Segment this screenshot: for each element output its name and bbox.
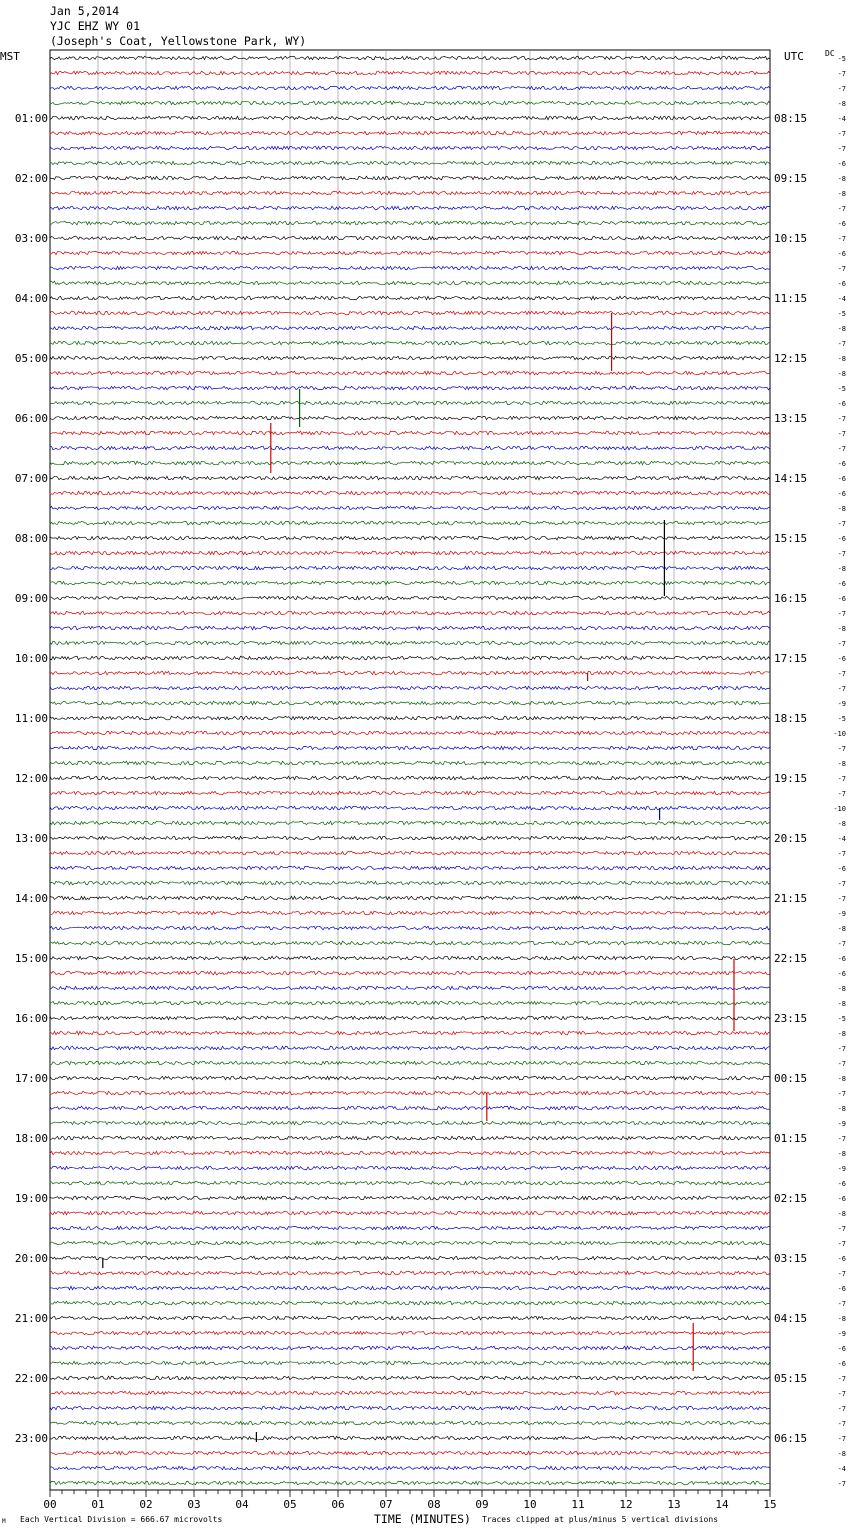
utc-hour-label: 11:15 xyxy=(774,292,808,305)
seismic-trace xyxy=(50,461,770,465)
seismic-trace xyxy=(50,701,770,705)
utc-hour-label: 08:15 xyxy=(774,112,808,125)
dc-offset-label: -6 xyxy=(837,280,846,288)
seismic-trace xyxy=(50,431,770,435)
dc-offset-label: -7 xyxy=(837,430,846,438)
seismic-trace xyxy=(50,1241,770,1245)
utc-hour-label: 02:15 xyxy=(774,1192,808,1205)
dc-offset-label: -6 xyxy=(837,655,846,663)
dc-offset-label: -6 xyxy=(837,865,846,873)
seismic-trace xyxy=(50,416,770,420)
x-tick-label: 13 xyxy=(667,1498,681,1511)
dc-offset-label: -8 xyxy=(837,820,846,828)
seismic-trace xyxy=(50,626,770,630)
dc-offset-label: -9 xyxy=(837,1120,846,1128)
seismic-trace xyxy=(50,101,770,105)
dc-offset-label: -8 xyxy=(837,625,846,633)
seismic-trace xyxy=(50,236,770,240)
x-axis-label: TIME (MINUTES) xyxy=(374,1512,471,1526)
dc-offset-label: -7 xyxy=(837,1420,846,1428)
seismic-trace xyxy=(50,536,770,540)
x-tick-label: 00 xyxy=(43,1498,57,1511)
mst-hour-label: 14:00 xyxy=(14,892,48,905)
dc-offset-label: -9 xyxy=(837,910,846,918)
dc-offset-label: -7 xyxy=(837,670,846,678)
seismic-trace xyxy=(50,176,770,180)
seismic-trace xyxy=(50,1391,770,1395)
seismic-trace xyxy=(50,941,770,945)
seismic-trace xyxy=(50,581,770,585)
x-tick-label: 06 xyxy=(331,1498,345,1511)
station-label: YJC EHZ WY 01 xyxy=(50,19,141,33)
seismic-trace xyxy=(50,1046,770,1050)
dc-offset-label: -8 xyxy=(837,985,846,993)
x-tick-label: 01 xyxy=(91,1498,105,1511)
dc-offset-label: -7 xyxy=(837,745,846,753)
dc-offset-label: -8 xyxy=(837,760,846,768)
utc-hour-label: 12:15 xyxy=(774,352,808,365)
dc-offset-label: -7 xyxy=(837,1090,846,1098)
seismic-trace xyxy=(50,86,770,90)
seismic-trace xyxy=(50,1466,770,1470)
mst-hour-label: 01:00 xyxy=(14,112,48,125)
seismic-trace xyxy=(50,1406,770,1410)
seismic-trace xyxy=(50,356,770,360)
seismic-trace xyxy=(50,191,770,195)
dc-offset-label: -8 xyxy=(837,190,846,198)
dc-offset-label: -4 xyxy=(837,1465,846,1473)
dc-offset-label: -8 xyxy=(837,1450,846,1458)
seismic-trace xyxy=(50,326,770,330)
dc-offset-label: -9 xyxy=(837,1330,846,1338)
seismic-trace xyxy=(50,56,770,60)
utc-hour-label: 05:15 xyxy=(774,1372,808,1385)
seismic-trace xyxy=(50,986,770,990)
seismic-trace xyxy=(50,851,770,855)
clip-note: Traces clipped at plus/minus 5 vertical divisions xyxy=(482,1515,719,1524)
seismic-trace xyxy=(50,731,770,735)
seismic-trace xyxy=(50,71,770,75)
dc-offset-label: -7 xyxy=(837,520,846,528)
dc-offset-label: -7 xyxy=(837,895,846,903)
utc-hour-label: 10:15 xyxy=(774,232,808,245)
dc-offset-label: -6 xyxy=(837,970,846,978)
dc-offset-label: -7 xyxy=(837,640,846,648)
dc-offset-label: -6 xyxy=(837,580,846,588)
dc-offset-label: -5 xyxy=(837,715,846,723)
utc-hour-label: 21:15 xyxy=(774,892,808,905)
dc-offset-label: -7 xyxy=(837,205,846,213)
seismic-trace xyxy=(50,611,770,615)
mst-hour-label: 20:00 xyxy=(14,1252,48,1265)
utc-hour-label: 14:15 xyxy=(774,472,808,485)
dc-offset-label: -7 xyxy=(837,790,846,798)
dc-offset-label: -8 xyxy=(837,355,846,363)
seismic-trace xyxy=(50,296,770,300)
seismic-trace xyxy=(50,1286,770,1290)
seismic-trace xyxy=(50,791,770,795)
seismic-trace xyxy=(50,896,770,900)
seismic-trace xyxy=(50,881,770,885)
x-tick-label: 15 xyxy=(763,1498,777,1511)
seismic-trace xyxy=(50,206,770,210)
mst-hour-label: 23:00 xyxy=(14,1432,48,1445)
seismic-trace xyxy=(50,386,770,390)
mst-hour-label: 12:00 xyxy=(14,772,48,785)
dc-offset-label: -7 xyxy=(837,1390,846,1398)
seismic-trace xyxy=(50,971,770,975)
seismic-trace xyxy=(50,1076,770,1080)
seismic-trace xyxy=(50,1151,770,1155)
dc-offset-label: -7 xyxy=(837,145,846,153)
mst-hour-label: 15:00 xyxy=(14,952,48,965)
dc-offset-label: -5 xyxy=(837,1015,846,1023)
seismic-trace xyxy=(50,1436,770,1440)
mst-hour-label: 10:00 xyxy=(14,652,48,665)
seismic-trace xyxy=(50,686,770,690)
utc-hour-label: 13:15 xyxy=(774,412,808,425)
dc-offset-label: -6 xyxy=(837,595,846,603)
mst-hour-label: 09:00 xyxy=(14,592,48,605)
seismic-trace xyxy=(50,671,770,675)
dc-offset-label: -5 xyxy=(837,310,846,318)
dc-offset-label: -6 xyxy=(837,1360,846,1368)
seismic-trace xyxy=(50,1226,770,1230)
seismic-trace xyxy=(50,521,770,525)
seismic-trace xyxy=(50,1136,770,1140)
mst-hour-label: 17:00 xyxy=(14,1072,48,1085)
mst-hour-label: 11:00 xyxy=(14,712,48,725)
dc-offset-label: -4 xyxy=(837,295,846,303)
seismic-trace xyxy=(50,1061,770,1065)
utc-hour-label: 15:15 xyxy=(774,532,808,545)
seismic-trace xyxy=(50,131,770,135)
seismic-trace xyxy=(50,596,770,600)
mst-hour-label: 19:00 xyxy=(14,1192,48,1205)
dc-offset-label: -6 xyxy=(837,1285,846,1293)
x-tick-label: 14 xyxy=(715,1498,729,1511)
seismic-trace xyxy=(50,1001,770,1005)
seismic-trace xyxy=(50,1331,770,1335)
seismic-trace xyxy=(50,1361,770,1365)
dc-offset-label: -8 xyxy=(837,370,846,378)
seismic-trace xyxy=(50,776,770,780)
dc-offset-label: -6 xyxy=(837,535,846,543)
utc-hour-label: 01:15 xyxy=(774,1132,808,1145)
dc-offset-label: -6 xyxy=(837,1195,846,1203)
utc-hour-label: 09:15 xyxy=(774,172,808,185)
dc-offset-label: -6 xyxy=(837,220,846,228)
dc-offset-label: -9 xyxy=(837,700,846,708)
dc-offset-label: -7 xyxy=(837,1270,846,1278)
x-tick-label: 02 xyxy=(139,1498,153,1511)
dc-offset-label: -8 xyxy=(837,505,846,513)
mst-hour-label: 13:00 xyxy=(14,832,48,845)
seismic-trace xyxy=(50,1106,770,1110)
scale-note: Each Vertical Division = 666.67 microvolts xyxy=(20,1515,223,1524)
seismic-trace xyxy=(50,656,770,660)
dc-offset-label: -7 xyxy=(837,1300,846,1308)
dc-offset-label: -7 xyxy=(837,1405,846,1413)
dc-offset-label: -7 xyxy=(837,1240,846,1248)
seismic-trace xyxy=(50,566,770,570)
mst-hour-label: 16:00 xyxy=(14,1012,48,1025)
dc-offset-label: -6 xyxy=(837,490,846,498)
dc-offset-label: -7 xyxy=(837,610,846,618)
dc-offset-label: -4 xyxy=(837,835,846,843)
x-tick-label: 03 xyxy=(187,1498,201,1511)
utc-hour-label: 17:15 xyxy=(774,652,808,665)
seismic-trace xyxy=(50,1211,770,1215)
mst-hour-label: 07:00 xyxy=(14,472,48,485)
dc-offset-label: -6 xyxy=(837,475,846,483)
utc-hour-label: 06:15 xyxy=(774,1432,808,1445)
mst-hour-label: 05:00 xyxy=(14,352,48,365)
x-tick-label: 11 xyxy=(571,1498,585,1511)
utc-hour-label: 04:15 xyxy=(774,1312,808,1325)
seismic-trace xyxy=(50,1196,770,1200)
dc-offset-label: -8 xyxy=(837,1030,846,1038)
dc-offset-label: -7 xyxy=(837,1435,846,1443)
dc-offset-label: -4 xyxy=(837,115,846,123)
seismic-trace xyxy=(50,476,770,480)
utc-hour-label: 18:15 xyxy=(774,712,808,725)
dc-offset-label: -8 xyxy=(837,175,846,183)
dc-offset-label: -8 xyxy=(837,325,846,333)
dc-offset-label: -7 xyxy=(837,70,846,78)
footer-mark: M xyxy=(2,1518,6,1525)
utc-hour-label: 22:15 xyxy=(774,952,808,965)
right-axis-label: UTC xyxy=(784,50,804,63)
seismic-trace xyxy=(50,1256,770,1260)
dc-offset-label: -7 xyxy=(837,1135,846,1143)
dc-offset-label: -6 xyxy=(837,1180,846,1188)
utc-hour-label: 19:15 xyxy=(774,772,808,785)
seismic-trace xyxy=(50,1121,770,1125)
mst-hour-label: 08:00 xyxy=(14,532,48,545)
dc-offset-label: -7 xyxy=(837,415,846,423)
seismic-trace xyxy=(50,1376,770,1380)
x-tick-label: 12 xyxy=(619,1498,633,1511)
dc-offset-label: -7 xyxy=(837,340,846,348)
seismic-trace xyxy=(50,1346,770,1350)
seismic-trace xyxy=(50,1166,770,1170)
seismic-trace xyxy=(50,161,770,165)
seismic-trace xyxy=(50,821,770,825)
dc-offset-label: -6 xyxy=(837,955,846,963)
dc-offset-label: -7 xyxy=(837,1045,846,1053)
mst-hour-label: 04:00 xyxy=(14,292,48,305)
dc-offset-label: -7 xyxy=(837,265,846,273)
utc-hour-label: 03:15 xyxy=(774,1252,808,1265)
seismic-trace xyxy=(50,1316,770,1320)
dc-offset-label: -5 xyxy=(837,55,846,63)
date-label: Jan 5,2014 xyxy=(50,4,120,18)
x-tick-label: 09 xyxy=(475,1498,489,1511)
mst-hour-label: 18:00 xyxy=(14,1132,48,1145)
dc-offset-label: -6 xyxy=(837,160,846,168)
seismic-trace xyxy=(50,1271,770,1275)
dc-offset-label: -6 xyxy=(837,1345,846,1353)
seismic-trace xyxy=(50,1016,770,1020)
seismic-trace xyxy=(50,641,770,645)
seismic-trace xyxy=(50,1481,770,1485)
x-tick-label: 10 xyxy=(523,1498,537,1511)
utc-hour-label: 23:15 xyxy=(774,1012,808,1025)
x-tick-label: 07 xyxy=(379,1498,393,1511)
mst-hour-label: 21:00 xyxy=(14,1312,48,1325)
seismic-trace xyxy=(50,1421,770,1425)
dc-offset-label: -8 xyxy=(837,1315,846,1323)
mst-hour-label: 06:00 xyxy=(14,412,48,425)
dc-offset-label: -8 xyxy=(837,1210,846,1218)
seismic-trace xyxy=(50,491,770,495)
dc-offset-label: -7 xyxy=(837,850,846,858)
dc-offset-label: -7 xyxy=(837,1225,846,1233)
dc-offset-label: -7 xyxy=(837,235,846,243)
seismic-trace xyxy=(50,506,770,510)
seismic-trace xyxy=(50,761,770,765)
x-tick-label: 04 xyxy=(235,1498,249,1511)
dc-offset-label: -8 xyxy=(837,565,846,573)
seismic-trace xyxy=(50,836,770,840)
dc-offset-label: -6 xyxy=(837,1255,846,1263)
x-tick-label: 05 xyxy=(283,1498,297,1511)
seismic-trace xyxy=(50,341,770,345)
dc-offset-label: -8 xyxy=(837,1150,846,1158)
utc-hour-label: 16:15 xyxy=(774,592,808,605)
seismic-trace xyxy=(50,1031,770,1035)
mst-hour-label: 02:00 xyxy=(14,172,48,185)
seismic-trace xyxy=(50,926,770,930)
seismic-trace xyxy=(50,551,770,555)
dc-offset-label: -7 xyxy=(837,1375,846,1383)
seismic-trace xyxy=(50,1091,770,1095)
seismic-trace xyxy=(50,221,770,225)
dc-offset-label: -6 xyxy=(837,460,846,468)
utc-hour-label: 00:15 xyxy=(774,1072,808,1085)
seismic-trace xyxy=(50,1301,770,1305)
dc-offset-label: -7 xyxy=(837,775,846,783)
dc-offset-label: -9 xyxy=(837,1165,846,1173)
seismic-trace xyxy=(50,281,770,285)
seismic-trace xyxy=(50,401,770,405)
left-axis-label: MST xyxy=(0,50,20,63)
seismic-trace xyxy=(50,116,770,120)
dc-offset-label: -7 xyxy=(837,880,846,888)
x-tick-label: 08 xyxy=(427,1498,441,1511)
dc-offset-label: -6 xyxy=(837,400,846,408)
dc-offset-label: -10 xyxy=(833,730,846,738)
mst-hour-label: 22:00 xyxy=(14,1372,48,1385)
seismic-trace xyxy=(50,806,770,810)
dc-offset-label: -8 xyxy=(837,925,846,933)
dc-offset-label: -7 xyxy=(837,940,846,948)
dc-offset-label: -5 xyxy=(837,385,846,393)
dc-label: DC xyxy=(825,49,835,58)
dc-offset-label: -7 xyxy=(837,445,846,453)
seismic-trace xyxy=(50,251,770,255)
seismic-trace xyxy=(50,716,770,720)
seismic-trace xyxy=(50,266,770,270)
seismic-trace xyxy=(50,956,770,960)
utc-hour-label: 20:15 xyxy=(774,832,808,845)
mst-hour-label: 03:00 xyxy=(14,232,48,245)
dc-offset-label: -6 xyxy=(837,250,846,258)
dc-offset-label: -10 xyxy=(833,805,846,813)
seismic-trace xyxy=(50,146,770,150)
seismic-trace xyxy=(50,746,770,750)
dc-offset-label: -8 xyxy=(837,100,846,108)
dc-offset-label: -7 xyxy=(837,685,846,693)
location-label: (Joseph's Coat, Yellowstone Park, WY) xyxy=(50,34,307,48)
dc-offset-label: -8 xyxy=(837,1075,846,1083)
seismic-trace xyxy=(50,866,770,870)
seismic-trace xyxy=(50,911,770,915)
seismic-trace xyxy=(50,371,770,375)
dc-offset-label: -7 xyxy=(837,1060,846,1068)
dc-offset-label: -8 xyxy=(837,1000,846,1008)
dc-offset-label: -7 xyxy=(837,1480,846,1488)
seismic-trace xyxy=(50,311,770,315)
dc-offset-label: -7 xyxy=(837,550,846,558)
seismic-trace xyxy=(50,1181,770,1185)
seismic-trace xyxy=(50,1451,770,1455)
dc-offset-label: -7 xyxy=(837,130,846,138)
seismic-trace xyxy=(50,446,770,450)
dc-offset-label: -8 xyxy=(837,1105,846,1113)
dc-offset-label: -7 xyxy=(837,85,846,93)
